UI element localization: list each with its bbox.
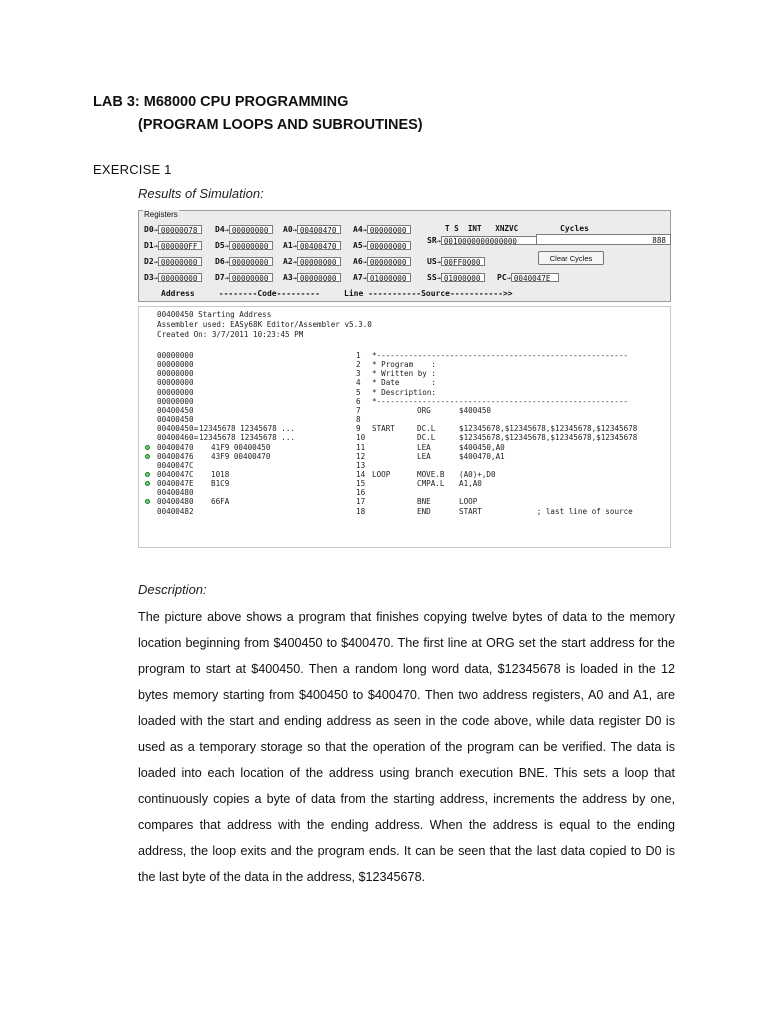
register-d4-value[interactable]: 00000000 <box>229 225 273 234</box>
listing-line: 14 <box>356 469 366 479</box>
register-sr: SR → 0010000000000000 <box>427 235 543 246</box>
listing-addr: 00400480 <box>157 497 194 507</box>
cycles-header: Cycles <box>560 224 589 233</box>
listing-op: ORG <box>417 405 431 415</box>
listing-op: MOVE.B <box>417 469 445 479</box>
listing-line: 6 <box>356 396 361 406</box>
listing-row[interactable] <box>139 488 670 497</box>
flags-header: T S INT XNZVC <box>445 224 519 233</box>
listing-header-line: Created On: 3/7/2011 10:23:45 PM <box>157 330 304 339</box>
listing-line: 9 <box>356 424 361 434</box>
register-a7: A7 → 01000000 <box>353 272 411 283</box>
listing-row[interactable] <box>139 388 670 397</box>
listing-op: BNE <box>417 497 431 507</box>
listing-op: END <box>417 506 431 516</box>
register-sr-value[interactable]: 0010000000000000 <box>441 236 543 245</box>
listing-op: DC.L <box>417 424 436 434</box>
listing-line: 2 <box>356 360 361 370</box>
breakpoint-dot-icon[interactable] <box>145 445 150 450</box>
registers-legend: Registers <box>144 210 178 219</box>
listing-row[interactable] <box>139 360 670 369</box>
register-d4: D4 → 00000000 <box>215 224 273 235</box>
breakpoint-dot-icon[interactable] <box>145 481 150 486</box>
listing-row[interactable] <box>139 497 670 506</box>
listing-row[interactable] <box>139 507 670 516</box>
register-d0-value[interactable]: 00000078 <box>158 225 202 234</box>
breakpoint-dot-icon[interactable] <box>145 472 150 477</box>
listing-line: 4 <box>356 378 361 388</box>
breakpoint-dot-icon[interactable] <box>145 499 150 504</box>
listing-row[interactable] <box>139 452 670 461</box>
listing-addr: 00400476 <box>157 451 194 461</box>
register-d7: D7 → 00000000 <box>215 272 273 283</box>
listing-row[interactable] <box>139 397 670 406</box>
listing-code: 66FA <box>211 497 230 507</box>
register-a6: A6 → 00000000 <box>353 256 411 267</box>
listing-header-line: Assembler used: EASy68K Editor/Assembler v5.3.0 <box>157 320 372 329</box>
register-a5-value[interactable]: 00000000 <box>367 241 411 250</box>
cycles-counter: 888 <box>536 234 671 245</box>
register-d0: D0 → 00000078 <box>144 224 202 235</box>
listing-op: * Date : <box>372 378 437 388</box>
register-a1: A1 → 00400470 <box>283 240 341 251</box>
listing-line: 1 <box>356 351 361 360</box>
listing-addr: 00000000 <box>157 360 194 370</box>
listing-line: 12 <box>356 451 366 461</box>
register-d2-value[interactable]: 00000000 <box>158 257 202 266</box>
listing-addr: 00400450= <box>157 424 199 434</box>
lab-title: LAB 3: M68000 CPU PROGRAMMING <box>93 94 349 110</box>
listing-line: 16 <box>356 488 366 498</box>
listing-addr: 00000000 <box>157 369 194 379</box>
listing-code: 12345678 12345678 ... <box>199 424 296 434</box>
listing-addr: 00400450 <box>157 415 194 425</box>
clear-cycles-button[interactable]: Clear Cycles <box>538 251 604 265</box>
register-d1: D1 → 000000FF <box>144 240 202 251</box>
register-d5-value[interactable]: 00000000 <box>229 241 273 250</box>
listing-label: LOOP <box>372 469 391 479</box>
registers-panel <box>138 210 671 302</box>
register-a3: A3 → 00000000 <box>283 272 341 283</box>
listing-line: 17 <box>356 497 366 507</box>
listing-row[interactable] <box>139 369 670 378</box>
listing-op: DC.L <box>417 433 436 443</box>
listing-line: 3 <box>356 369 361 379</box>
listing-addr: 0040047C <box>157 460 194 470</box>
register-a4-value[interactable]: 00000000 <box>367 225 411 234</box>
listing-row[interactable] <box>139 443 670 452</box>
assembler-listing <box>138 306 671 548</box>
exercise-heading: EXERCISE 1 <box>93 162 172 177</box>
register-d3-value[interactable]: 00000000 <box>158 273 202 282</box>
listing-addr: 0040047E <box>157 479 194 489</box>
register-pc-value[interactable]: 0040047E <box>511 273 559 282</box>
listing-op: CMPA.L <box>417 479 445 489</box>
listing-args: A1,A0 <box>459 479 482 489</box>
register-pc: PC → 0040047E <box>497 272 559 283</box>
listing-args: LOOP <box>459 497 478 507</box>
listing-addr: 00000000 <box>157 351 194 360</box>
register-a0-value[interactable]: 00400470 <box>297 225 341 234</box>
listing-addr: 00400460= <box>157 433 199 443</box>
listing-header-line: 00400450 Starting Address <box>157 310 272 319</box>
listing-args: $400450,A0 <box>459 442 505 452</box>
listing-line: 18 <box>356 506 366 516</box>
listing-line: 13 <box>356 460 366 470</box>
listing-addr: 00000000 <box>157 387 194 397</box>
register-a3-value[interactable]: 00000000 <box>297 273 341 282</box>
listing-code: 12345678 12345678 ... <box>199 433 296 443</box>
listing-op: * Description: <box>372 387 437 397</box>
listing-row[interactable] <box>139 415 670 424</box>
register-d7-value[interactable]: 00000000 <box>229 273 273 282</box>
listing-code: B1C9 <box>211 479 230 489</box>
listing-line: 11 <box>356 442 366 452</box>
register-ss-value[interactable]: 01000000 <box>441 273 485 282</box>
register-a7-value[interactable]: 01000000 <box>367 273 411 282</box>
listing-addr: 00400450 <box>157 405 194 415</box>
register-d6: D6 → 00000000 <box>215 256 273 267</box>
listing-op: *------------------------------------------------------- <box>372 396 629 406</box>
register-a6-value[interactable]: 00000000 <box>367 257 411 266</box>
listing-code: 1018 <box>211 469 230 479</box>
register-a4: A4 → 00000000 <box>353 224 411 235</box>
listing-line: 8 <box>356 415 361 425</box>
listing-addr: 00000000 <box>157 396 194 406</box>
register-a5: A5 → 00000000 <box>353 240 411 251</box>
description-paragraph: The picture above shows a program that finishes copying twelve bytes of data to the memory location beginning from $400450 to $400470. The first line at ORG set the start address for the program to start at $400450. Then a random long word data, $12345678 is loaded in the 12 bytes memory starting from $400450 to $400470. Then two address registers, A0 and A1, are loaded with the start and ending address as seen in the code above, while data register D0 is used as a temporary storage so that the operation of the program can be verified. The data is loaded into each location of the address using branch execution BNE. This sets a loop that continuously copies a byte of data from the starting address, increments the address by one, compares that address with the ending address. When the address is equal to the ending address, the loop exits and the program ends. It can be seen that the last data copied to D0 is the last byte of the data in the address, $12345678. <box>138 610 675 884</box>
listing-row[interactable] <box>139 461 670 470</box>
listing-args: (A0)+,D0 <box>459 469 496 479</box>
listing-args: $400450 <box>459 405 492 415</box>
listing-addr: 00400470 <box>157 442 194 452</box>
listing-op: LEA <box>417 442 431 452</box>
listing-addr: 0040047C <box>157 469 194 479</box>
listing-row[interactable] <box>139 406 670 415</box>
register-a2-value[interactable]: 00000000 <box>297 257 341 266</box>
register-d5: D5 → 00000000 <box>215 240 273 251</box>
results-caption: Results of Simulation: <box>138 186 264 201</box>
listing-row[interactable] <box>139 378 670 387</box>
listing-line: 15 <box>356 479 366 489</box>
listing-row[interactable] <box>139 433 670 442</box>
listing-args: $400470,A1 <box>459 451 505 461</box>
listing-label: START <box>372 424 395 434</box>
listing-row[interactable] <box>139 470 670 479</box>
listing-row[interactable] <box>139 424 670 433</box>
listing-line: 10 <box>356 433 366 443</box>
register-a1-value[interactable]: 00400470 <box>297 241 341 250</box>
register-a0: A0 → 00400470 <box>283 224 341 235</box>
listing-code: 43F9 00400470 <box>211 451 271 461</box>
listing-line: 5 <box>356 387 361 397</box>
listing-addr: 00000000 <box>157 378 194 388</box>
listing-row[interactable] <box>139 479 670 488</box>
register-us: US → 00FF0000 <box>427 256 485 267</box>
register-d6-value[interactable]: 00000000 <box>229 257 273 266</box>
listing-args: $12345678,$12345678,$12345678,$12345678 <box>459 433 638 443</box>
listing-op: *------------------------------------------------------- <box>372 351 629 360</box>
listing-args: $12345678,$12345678,$12345678,$12345678 <box>459 424 638 434</box>
register-d1-value[interactable]: 000000FF <box>158 241 202 250</box>
listing-code: 41F9 00400450 <box>211 442 271 452</box>
breakpoint-dot-icon[interactable] <box>145 454 150 459</box>
source-column-header: Address --------Code--------- Line -----------Source----------->> <box>161 289 513 298</box>
listing-addr: 00400482 <box>157 506 194 516</box>
register-ss: SS → 01000000 <box>427 272 485 283</box>
listing-op: * Program : <box>372 360 437 370</box>
register-d2: D2 → 00000000 <box>144 256 202 267</box>
listing-args: START ; last line of source <box>459 506 633 516</box>
description-label: Description: <box>138 582 207 597</box>
listing-row[interactable] <box>139 351 670 360</box>
register-d3: D3 → 00000000 <box>144 272 202 283</box>
register-us-value[interactable]: 00FF0000 <box>441 257 485 266</box>
listing-op: * Written by : <box>372 369 437 379</box>
register-a2: A2 → 00000000 <box>283 256 341 267</box>
listing-op: LEA <box>417 451 431 461</box>
lab-subtitle: (PROGRAM LOOPS AND SUBROUTINES) <box>138 117 423 133</box>
listing-addr: 00400480 <box>157 488 194 498</box>
listing-line: 7 <box>356 405 361 415</box>
